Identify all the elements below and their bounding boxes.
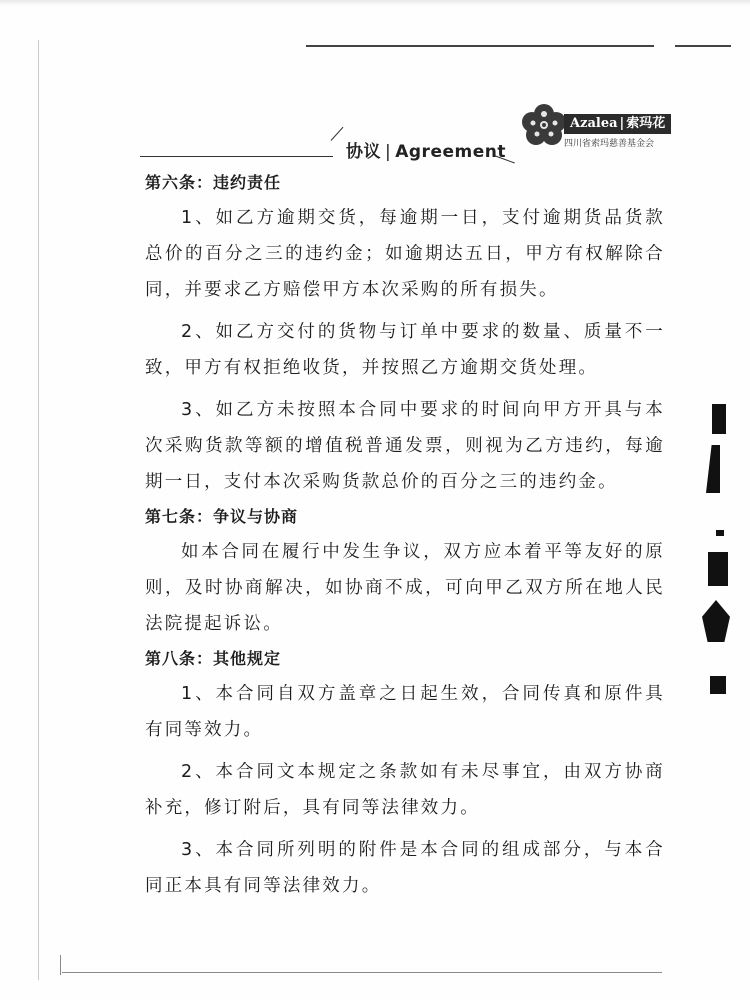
bottom-rule	[62, 972, 662, 973]
article-6-clause-3: 3、如乙方未按照本合同中要求的时间向甲方开具与本次采购货款等额的增值税普通发票，则视为乙方违约，每逾期一日，支付本次采购货款总价的百分之三的违约金。	[145, 400, 665, 492]
header-title-en: Agreement	[395, 142, 506, 162]
seal-fragment	[702, 600, 730, 642]
logo-brand-en: Azalea	[570, 116, 618, 131]
bottom-margin-tick	[60, 955, 61, 975]
logo-brand-cn: 索玛花	[626, 116, 666, 131]
top-rule	[306, 45, 654, 47]
seal-fragment	[708, 552, 728, 586]
header-separator: |	[385, 142, 392, 162]
left-margin-rule	[38, 40, 39, 980]
article-8-clause-3: 3、本合同所列明的附件是本合同的组成部分，与本合同正本具有同等法律效力。	[145, 840, 665, 896]
article-8-clause-2: 2、本合同文本规定之条款如有未尽事宜，由双方协商补充，修订附后，具有同等法律效力。	[145, 762, 665, 818]
article-6-clause-2: 2、如乙方交付的货物与订单中要求的数量、质量不一致，甲方有权拒绝收货，并按照乙方逾期交货处理。	[145, 322, 665, 378]
article-7-heading: 第七条：争议与协商	[145, 507, 299, 526]
seal-fragment	[712, 404, 726, 434]
article-7-clause-1: 如本合同在履行中发生争议，双方应本着平等友好的原则，及时协商解决，如协商不成，可向甲乙双方所在地人民法院提起诉讼。	[145, 542, 665, 634]
article-6-clause-1: 1、如乙方逾期交货，每逾期一日，支付逾期货品货款总价的百分之三的违约金；如逾期达五日，甲方有权解除合同，并要求乙方赔偿甲方本次采购的所有损失。	[145, 208, 665, 300]
document-body	[145, 166, 665, 904]
seal-fragment	[716, 530, 724, 536]
header-title-cn: 协议	[346, 142, 381, 162]
article-8-clause-1: 1、本合同自双方盖章之日起生效，合同传真和原件具有同等效力。	[145, 684, 665, 740]
scan-edge	[0, 0, 750, 6]
logo-banner: Azalea | 索玛花	[564, 114, 671, 134]
azalea-logo	[516, 96, 696, 152]
article-6-heading: 第六条：违约责任	[145, 173, 282, 192]
seal-fragment	[710, 676, 726, 694]
header-underline	[140, 156, 333, 157]
header-underline-bend	[331, 127, 344, 141]
article-8-heading: 第八条：其他规定	[145, 649, 282, 668]
seal-fragment	[706, 445, 720, 493]
page-header-title	[346, 137, 506, 162]
logo-subtitle: 四川省索玛慈善基金会	[564, 139, 655, 149]
top-rule-short	[675, 45, 731, 47]
